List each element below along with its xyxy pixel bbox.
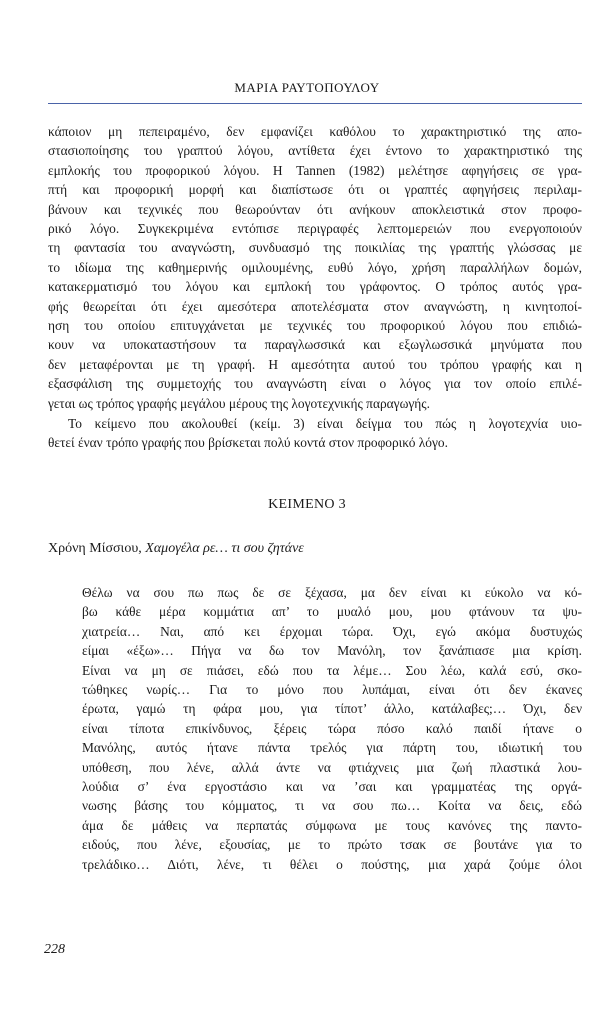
literary-excerpt (82, 583, 582, 874)
text-line: γεται ως τρόπος γραφής μεγάλου μέρους της λογοτεχνικής παραγωγής. (48, 395, 430, 411)
text-line: εξασφάλιση της συμμετοχής του αναγνώστη είναι ο λόγος για τον οποίο επιλέ- (48, 376, 582, 392)
excerpt-line: ειδούς, που λένε, εξουσίας, με το πρώτο τσακ σε βουτάνε για το (82, 837, 582, 853)
text-line: βάνουν και τεχνικές που θεωρούνταν ότι ανήκουν αποκλειστικά στον προφο- (48, 201, 582, 217)
text-line: ρικό λόγο. Συγκεκριμένα εντόπισε περιγραφές λεπτομερειών που ενεργοποιούν (48, 221, 582, 237)
text-line: πτή και προφορική μορφή και διαπίστωσε ότι οι γραπτές αφηγήσεις περιλαμ- (48, 182, 582, 198)
text-line: Το κείμενο που ακολουθεί (κείμ. 3) είναι δείγμα του πώς η λογοτεχνία υιο- (68, 416, 582, 431)
excerpt-line: είμαι «έξω»… Πήγα να δω τον Μανόλη, τον ξανάπιασε μια κρίση. (82, 643, 582, 659)
text-line: θετεί έναν τρόπο γραφής που βρίσκεται πολύ κοντά στον προφορικό λόγο. (48, 435, 448, 451)
text-line: δεν μεταφέρονται με τη γραφή. Η αμεσότητα αυτού του τρόπου γραφής και η (48, 356, 582, 372)
excerpt-line: νωσης βάσης του κόμματος, τι να σου πω… Κοίτα να δεις, εδώ (82, 798, 582, 814)
excerpt-line: τώθηκες νωρίς… Για το μόνο που λυπάμαι, είναι ότι δεν έκανες (82, 682, 582, 698)
text-line: κουν να υποκαταστήσουν τα παραγλωσσικά και εξωγλωσσικά μηνύματα που (48, 337, 582, 353)
text-line: εμπλοκής του προφορικού λόγου. Η Tannen (1982) μελέτησε αφηγήσεις σε γρα- (48, 162, 582, 178)
excerpt-line: τρελάδικο… Διότι, λένε, τι θέλει ο πούστης, μια χαρά ζούμε όλοι (82, 856, 582, 872)
excerpt-line: Θέλω να σου πω πως δε σε ξέχασα, μα δεν είναι κι εύκολο να κό- (82, 585, 582, 600)
body-paragraph-1 (48, 122, 582, 413)
excerpt-line: λούδια σ’ ένα εργοστάσιο και να ’σαι και γραμματέας της οργά- (82, 779, 582, 795)
text-line: φής θεωρείται ότι έχει αμεσότερα αποτελέσματα στον αναγνώστη, η κινητοποί- (48, 298, 582, 314)
excerpt-line: Είναι να μη σε πιάσει, εδώ που τα λέμε… Σου λέω, καλά εσύ, σκο- (82, 662, 582, 678)
text-line: ηση του οποίου επιτυγχάνεται με τεχνικές του προφορικού λόγου που επιδιώ- (48, 318, 582, 334)
running-head: ΜΑΡΙΑ ΡΑΥΤΟΠΟΥΛΟΥ (234, 80, 380, 95)
body-paragraph-2 (48, 414, 582, 453)
excerpt-line: Μανόλης, αυτός ήτανε πάντα τρελός για πάρτη του, ιδιωτική του (82, 740, 582, 756)
text-line: κάποιον μη πεπειραμένο, δεν εμφανίζει καθόλου το χαρακτηριστικό της απο- (48, 124, 582, 139)
source-title: Χαμογέλα ρε… τι σου ζητάνε (145, 541, 304, 556)
excerpt-line: χιατρεία… Ναι, από κει έρχομαι τώρα. Όχι, εγώ ακόμα δυστυχώς (82, 623, 582, 639)
excerpt-line: άμα δε μάθεις να περπατάς σύμφωνα με τους κανόνες της παντο- (82, 817, 582, 833)
excerpt-line: βω κάθε μέρα κομμάτια απ’ το μυαλό μου, μου φτάνουν τα ψυ- (82, 604, 582, 620)
excerpt-source (48, 541, 304, 557)
text-line: στασιοποίησης του γραπτού λόγου, αντίθετα έχει έντονο το χαρακτηριστικό της (48, 143, 582, 159)
section-heading: ΚΕΙΜΕΝΟ 3 (268, 497, 346, 512)
excerpt-line: είναι τίποτα επικίνδυνος, ξέρεις τώρα πόσο καλό παιδί ήτανε ο (82, 720, 582, 736)
text-line: κατακερματισμό του λόγου και εμπλοκή του γράφοντος. Ο τρόπος αυτός γρα- (48, 279, 582, 295)
text-line: το ιδίωμα της καθημερινής ομιλουμένης, ευθύ λόγο, χρήση παραλλήλων δομών, (48, 259, 582, 275)
excerpt-line: έρωτα, γαμώ τη φάρα μου, για τίποτ’ άλλο, κατάλαβες;… Όχι, δεν (82, 701, 582, 717)
source-author: Χρόνη Μίσσιου, (48, 541, 146, 556)
header-rule (48, 103, 582, 104)
text-line: τη φαντασία του αναγνώστη, συνδυασμό της ποικιλίας της γραπτής γλώσσας με (48, 240, 582, 256)
page-number: 228 (44, 942, 65, 957)
excerpt-line: υπόθεση, που λένε, αλλά άντε να φτιάχνεις μια ζωή πλαστικά λου- (82, 759, 582, 775)
